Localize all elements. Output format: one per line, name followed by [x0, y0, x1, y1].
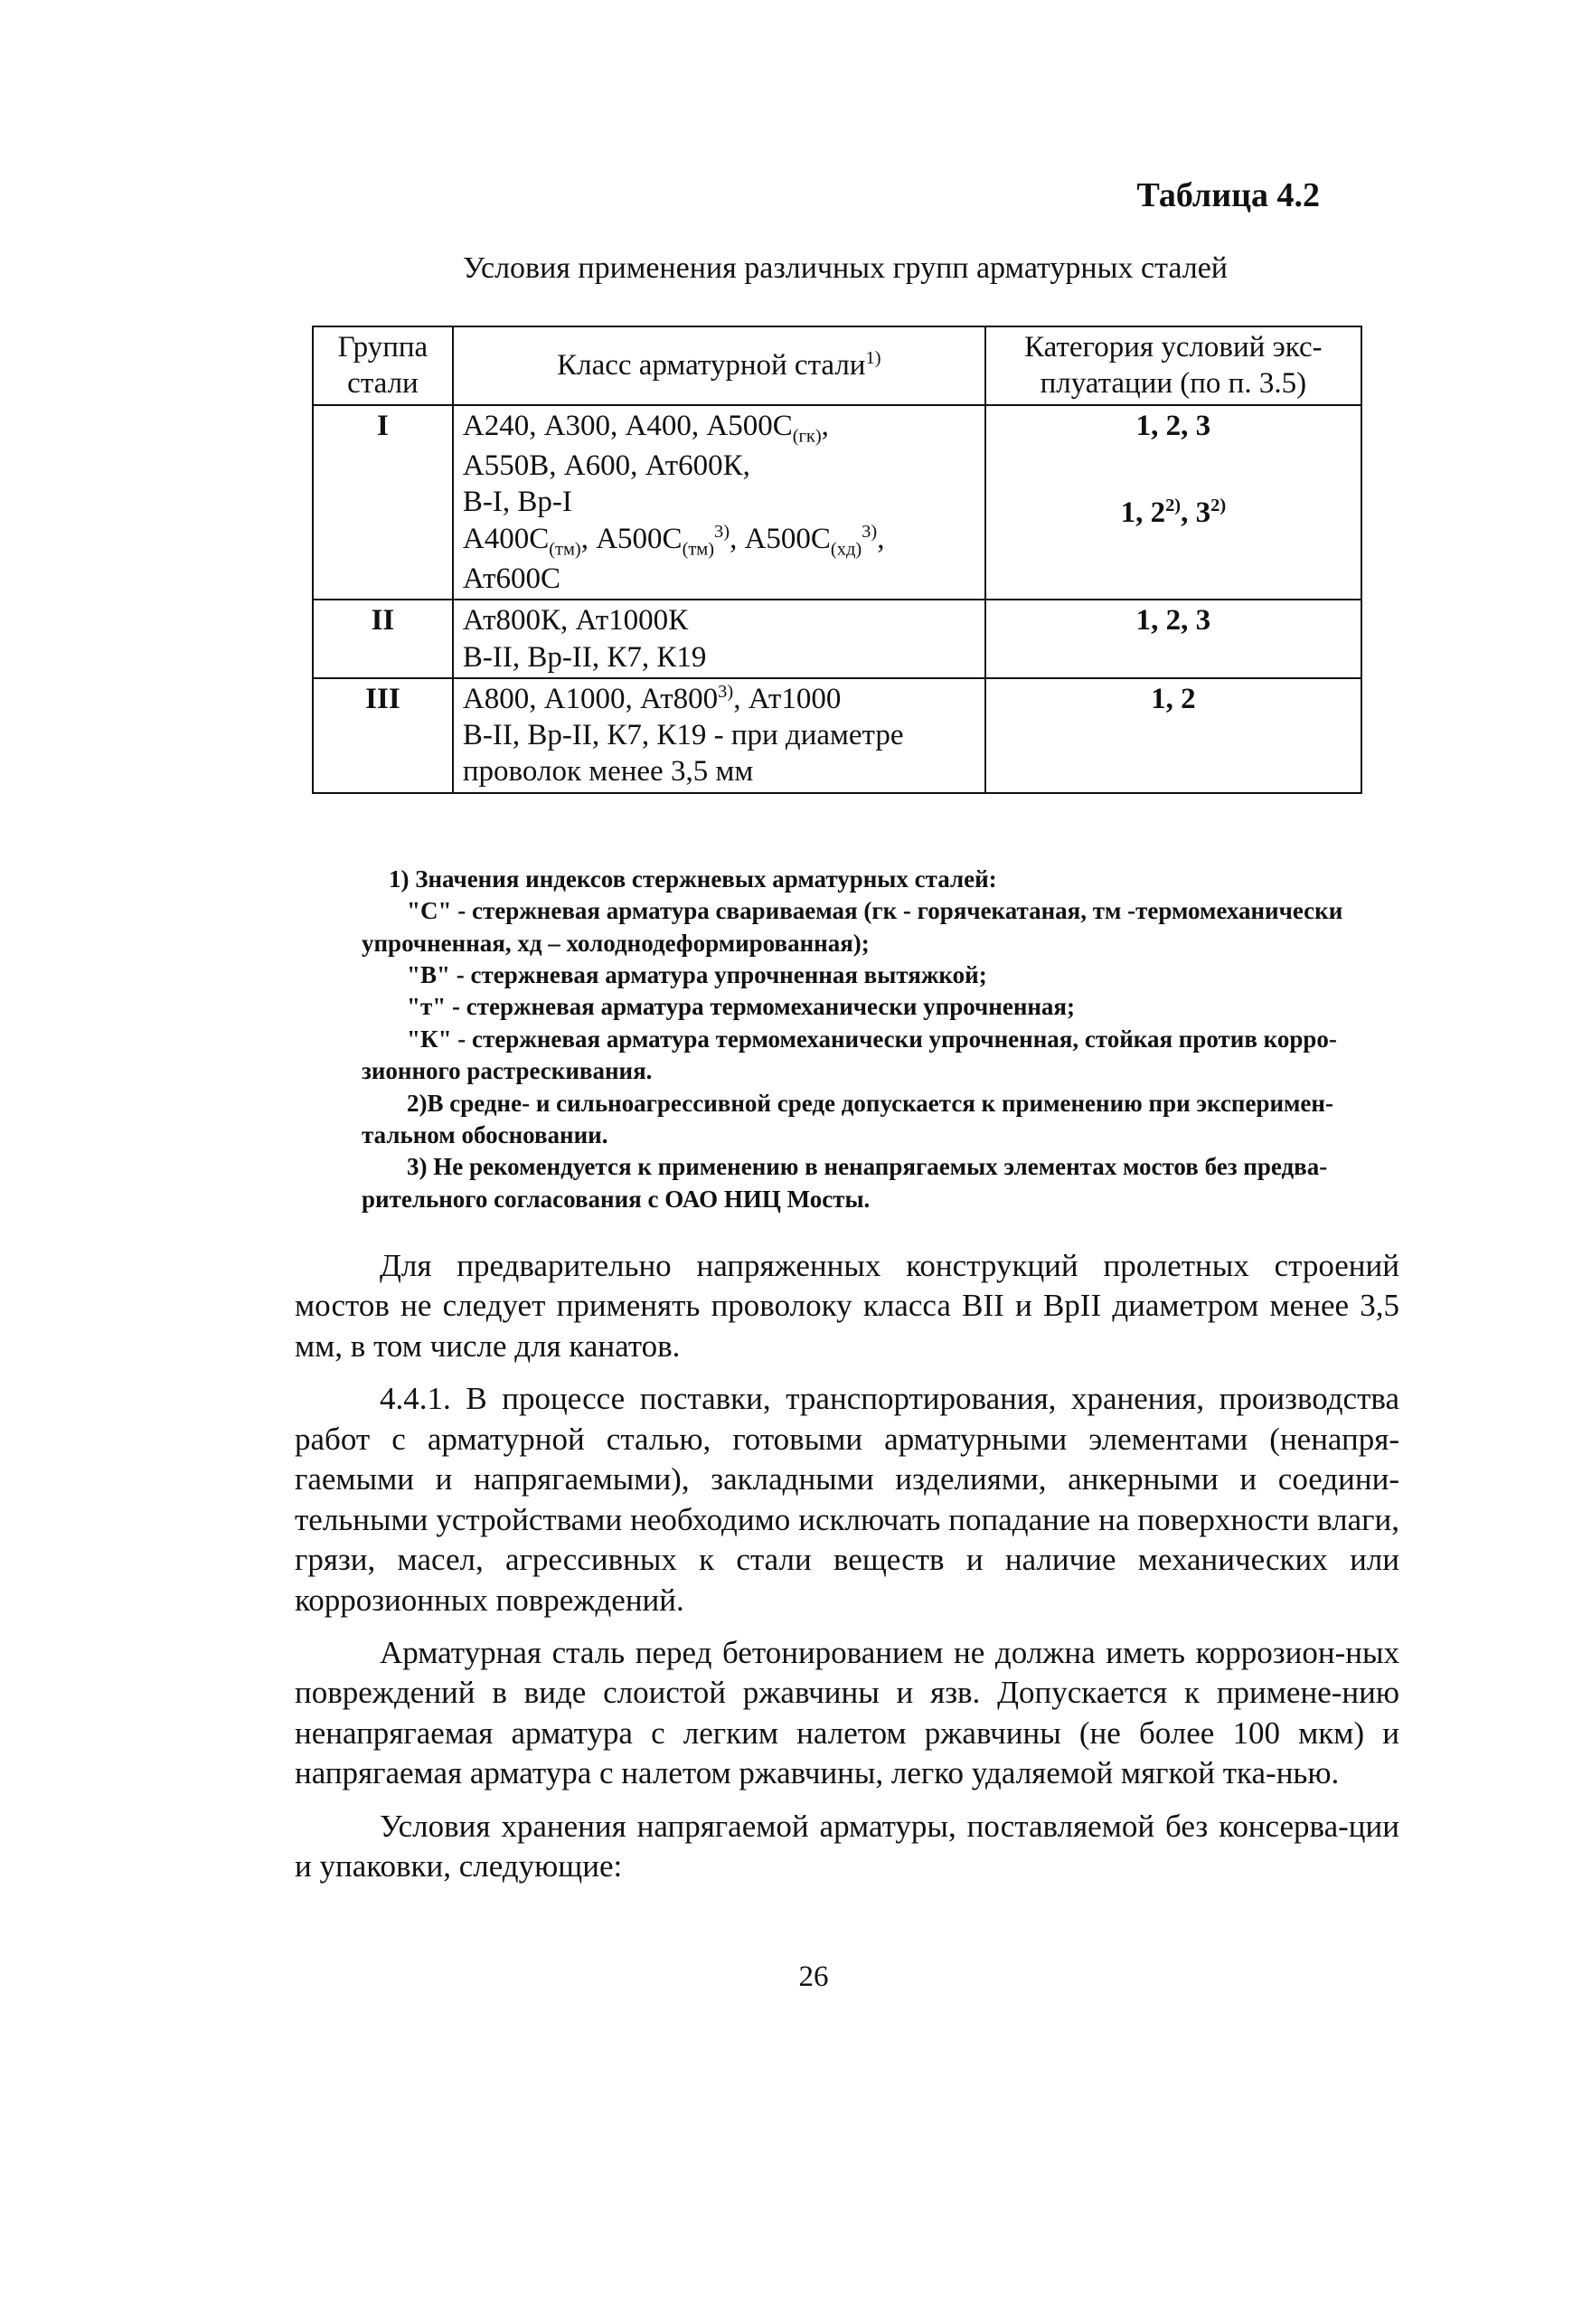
- footnote-1-t: "т" - стержневая арматура термомеханически упрочненная;: [407, 993, 1076, 1021]
- footnote-1-c: "С" - стержневая арматура свариваемая (гк - горячекатаная, тм -термомеханически упрочненная, хд – холоднодеформированная);: [362, 897, 1343, 957]
- header-class-note: 1): [865, 348, 881, 369]
- table-footnotes: [362, 864, 1383, 1215]
- group-cell: II: [313, 600, 453, 678]
- class-cell: Ат800К, Ат1000К В-II, Вр-II, К7, К19: [453, 600, 985, 678]
- paragraph: 4.4.1. В процессе поставки, транспортирования, хранения, производства работ с арматурной сталью, готовыми арматурными элементами (ненапря-гаемыми и напрягаемыми), закладными изделиями, анкерными и соедини-тельными устройствами необходимо исключать попадание на поверхности влаги, грязи, масел, агрессивных к стали веществ и наличие механических или коррозионных повреждений.: [295, 1381, 1399, 1618]
- group-cell: III: [313, 678, 453, 793]
- table-header-row: [313, 326, 1361, 405]
- table-row: [313, 600, 1361, 678]
- class-cell: А240, А300, А400, $А500С_{(гк)}$, А550В, А600, Ат600К, В-I, Вр-I $А400С_{(тм)}$, $А500С_{(тм)}^{3)}$, $А500С_{(хд)}^{3)}$, Ат600С: [453, 405, 985, 600]
- footnote-1-b: "В" - стержневая арматура упрочненная вытяжкой;: [407, 961, 987, 989]
- body-text: [295, 1246, 1399, 1900]
- class-cell: А800, А1000, Ат800$^{3)}$, Ат1000 В-II, Вр-II, К7, К19 - при диаметре проволок менее 3,5 мм: [453, 678, 985, 793]
- paragraph: Арматурная сталь перед бетонированием не должна иметь коррозион-ных повреждений в виде слоистой ржавчины и язв. Допускается к примене-нию ненапрягаемая арматура с легким налетом ржавчины (не более 100 мкм) и напрягаемая арматура с налетом ржавчины, легко удаляемой мягкой тка-нью.: [295, 1634, 1399, 1791]
- paragraph: Для предварительно напряженных конструкций пролетных строений мостов не следует применять проволоку класса ВII и ВрII диаметром менее 3,5 мм, в том числе для канатов.: [295, 1248, 1399, 1364]
- category-cell: 1, 2, 3 1, 2$^{2)}$, 3$^{2)}$: [985, 405, 1361, 600]
- table-row: [313, 678, 1361, 793]
- footnote-1-k: "К" - стержневая арматура термомеханически упрочненная, стойкая против корро-зионного растрескивания.: [362, 1025, 1337, 1085]
- footnote-3: 3) Не рекомендуется к применению в ненапрягаемых элементах мостов без предва-рительного согласования с ОАО НИЦ Мосты.: [362, 1153, 1328, 1213]
- group-cell: I: [313, 405, 453, 600]
- table-row: [313, 405, 1361, 600]
- footnote-2: 2)В средне- и сильноагрессивной среде допускается к применению при эксперимен-тальном обосновании.: [362, 1089, 1333, 1148]
- category-cell: 1, 2, 3: [985, 600, 1361, 678]
- header-group: Группа стали: [313, 326, 453, 405]
- paragraph: Условия хранения напрягаемой арматуры, поставляемой без консерва-ции и упаковки, следующие:: [295, 1808, 1399, 1885]
- steel-groups-table: [312, 326, 1362, 794]
- category-cell: 1, 2: [985, 678, 1361, 793]
- footnote-1: 1) Значения индексов стержневых арматурных сталей:: [389, 865, 997, 893]
- header-category: Категория условий экс-плуатации (по п. 3.5): [985, 326, 1361, 405]
- table-title: Условия применения различных групп арматурных сталей: [463, 251, 1228, 285]
- header-class: Класс арматурной стали$^{1)}$: [453, 326, 985, 405]
- table-label: Таблица 4.2: [1136, 176, 1320, 214]
- page-number: 26: [798, 1960, 829, 1993]
